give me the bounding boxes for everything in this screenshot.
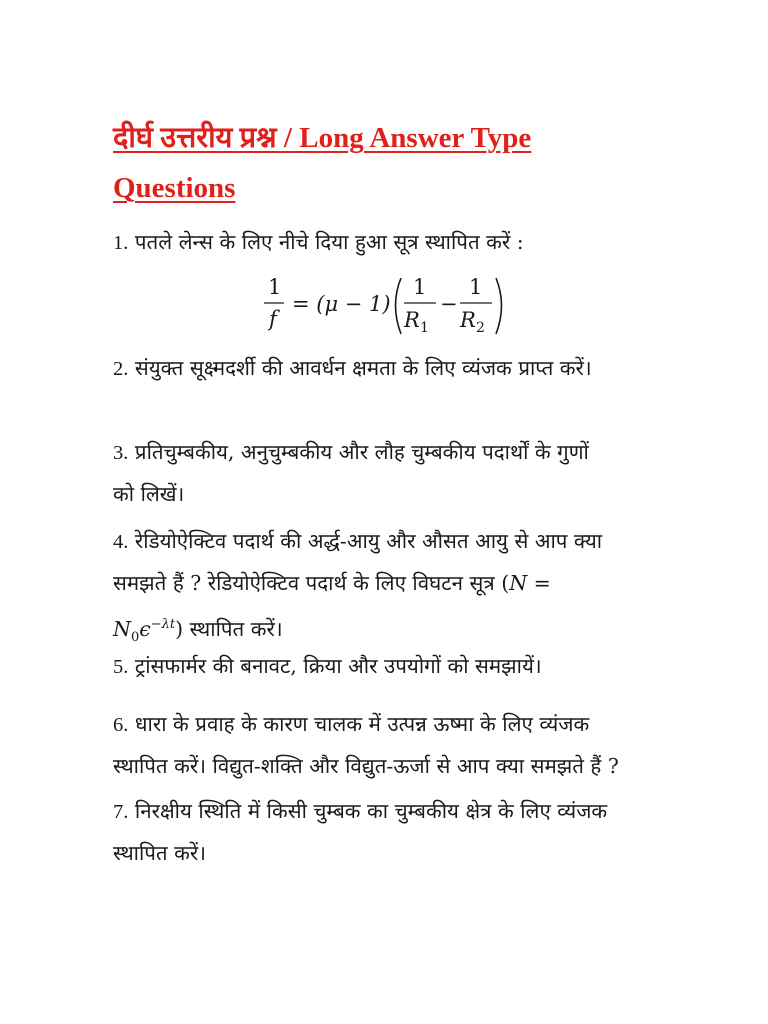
question-text: संयुक्त सूक्ष्मदर्शी की आवर्धन क्षमता के लिए व्यंजक प्राप्त करें। <box>134 356 592 380</box>
decay-close-paren: ) <box>175 616 184 641</box>
question-text: निरक्षीय स्थिति में किसी चुम्बक का चुम्बकीय क्षेत्र के लिए व्यंजक <box>134 799 608 823</box>
decay-epsilon: ϵ <box>139 616 151 641</box>
question-text-continued: को लिखें। <box>113 482 185 506</box>
formula-close-paren <box>496 278 502 334</box>
question-text-continued: स्थापित करें। विद्युत-शक्ति और विद्युत-ऊर्जा से आप क्या समझते हैं ? <box>113 754 619 778</box>
lens-formula <box>264 272 514 338</box>
question-number: 7. <box>113 801 129 823</box>
question-number: 2. <box>113 358 129 380</box>
formula-middle: = (μ − 1) <box>292 292 391 316</box>
formula-lhs-denominator: f <box>269 307 277 331</box>
question-1 <box>113 222 658 264</box>
heading-line-2: Questions <box>113 172 236 204</box>
decay-N: N <box>509 571 528 595</box>
question-number: 1. <box>113 232 129 254</box>
question-text-continued: स्थापित करें। <box>189 616 283 641</box>
question-text: ट्रांसफार्मर की बनावट, क्रिया और उपयोगों को समझायें। <box>134 654 542 678</box>
formula-r2-subscript: 2 <box>476 320 485 336</box>
question-number: 3. <box>113 442 129 464</box>
question-6 <box>113 704 658 787</box>
formula-r1-numerator: 1 <box>413 275 427 299</box>
formula-r2-numerator: 1 <box>469 275 483 299</box>
question-number: 5. <box>113 656 129 678</box>
question-number: 4. <box>113 531 129 553</box>
formula-r1-subscript: 1 <box>420 320 429 336</box>
question-text-continued: स्थापित करें। <box>113 841 207 865</box>
question-3 <box>113 432 658 515</box>
formula-lhs-numerator: 1 <box>268 275 282 299</box>
formula-minus: − <box>440 292 458 316</box>
formula-open-paren <box>396 278 402 334</box>
formula-r1-denominator: R <box>404 308 420 332</box>
formula-r2-denominator: R <box>460 308 476 332</box>
question-text: रेडियोऐक्टिव पदार्थ की अर्द्ध-आयु और औसत आयु से आप क्या <box>134 529 603 553</box>
decay-open-paren: ( <box>501 571 510 595</box>
question-text: पतले लेन्स के लिए नीचे दिया हुआ सूत्र स्थापित करें : <box>134 230 524 254</box>
decay-exponent: −λt <box>150 617 176 632</box>
question-text-continued: समझते हैं ? रेडियोऐक्टिव पदार्थ के लिए विघटन सूत्र <box>113 571 495 595</box>
heading-line-1: दीर्घ उत्तरीय प्रश्न / Long Answer Type <box>113 122 532 154</box>
question-text: धारा के प्रवाह के कारण चालक में उत्पन्न ऊष्मा के लिए व्यंजक <box>134 712 590 736</box>
question-7 <box>113 791 658 874</box>
question-text: प्रतिचुम्बकीय, अनुचुम्बकीय और लौह चुम्बकीय पदार्थों के गुणों <box>134 440 589 464</box>
lens-formula-svg <box>264 272 514 338</box>
question-5 <box>113 646 658 688</box>
question-4 <box>113 521 658 658</box>
decay-N0: N <box>113 616 131 641</box>
question-number: 6. <box>113 714 129 736</box>
decay-equals: = <box>533 571 551 595</box>
decay-N0-subscript: 0 <box>130 629 140 645</box>
question-2 <box>113 348 658 390</box>
